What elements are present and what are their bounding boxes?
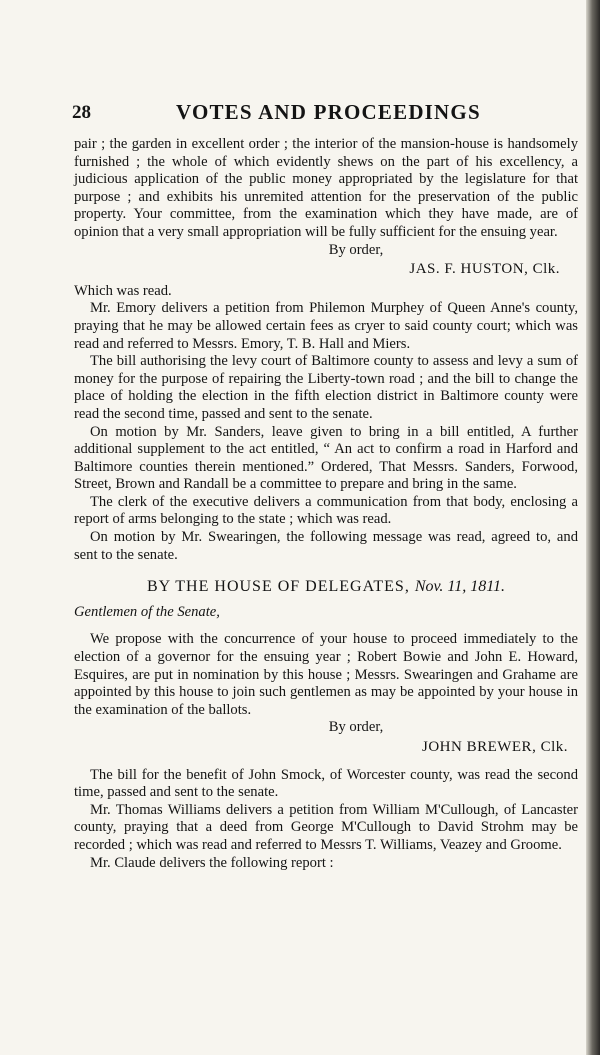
page-edge-shadow [586,0,600,1055]
page-body [74,136,578,872]
paragraph-emory-petition: Mr. Emory delivers a petition from Philemon Murphey of Queen Anne's county, praying that he may be allowed certain fees as cryer to said county court; which was read and referred to Messrs. Emory, T. B. Hall and Miers. [74,300,578,352]
page-number: 28 [72,102,91,123]
running-head: VOTES AND PROCEEDINGS [176,100,481,124]
paragraph-executive-communication: The clerk of the executive delivers a communication from that body, enclosing a report of arms belonging to the state ; which was read. [74,493,578,528]
paragraph-sanders-motion: On motion by Mr. Sanders, leave given to bring in a bill entitled, A further additional supplement to the act entitled, “ An act to confirm a road in Harford and Baltimore counties therein mentioned.” Ordered, That Messrs. Sanders, Forwood, Street, Brown and Randall be a committee to prepare and bring in the same. [74,423,578,493]
house-heading-label: BY THE HOUSE OF DELEGATES, [146,578,410,596]
clerk-signature-2: JOHN BREWER, Clk. [421,739,568,755]
house-heading [74,578,578,596]
house-heading-date: Nov. 11, 1811. [414,578,506,596]
by-order-line-2: By order, [328,719,384,736]
paragraph-swearingen-motion: On motion by Mr. Swearingen, the following message was read, agreed to, and sent to the senate. [74,529,578,563]
page-header [72,100,582,126]
by-order-line: By order, [328,241,384,258]
paragraph-smock-bill: The bill for the benefit of John Smock, of Worcester county, was read the second time, passed and sent to the senate. [74,766,578,801]
paragraph-committee-report-end: pair ; the garden in excellent order ; the interior of the mansion-house is handsomely furnished ; the whole of which evidently shews on the part of his excellency, a judicious application of the public money appropriated by the legislature for that purpose ; and exhibits his unremited attention for the preservation of the public property. Your committee, from the examination which they have made, are of opinion that a very small appropriation will be fully sufficient for the ensuing year. [74,136,578,240]
salutation: Gentlemen of the Senate, [74,603,220,620]
paragraph-which-was-read: Which was read. [74,282,172,299]
paragraph-claude-report: Mr. Claude delivers the following report : [90,854,334,871]
paragraph-williams-petition: Mr. Thomas Williams delivers a petition from William M'Cullough, of Lancaster county, praying that a deed from George M'Cullough to David Strohm may be recorded ; which was read and referred to Messrs T. Williams, Veazey and Groome. [74,801,578,853]
paragraph-governor-election-message: We propose with the concurrence of your house to proceed immediately to the election of a governor for the ensuing year ; Robert Bowie and John E. Howard, Esquires, are put in nomination by this house ; Messrs. Swearingen and Grahame are appointed by this house to join such gentlemen as may be appointed by your house in the examination of the ballots. [74,631,578,718]
clerk-signature: JAS. F. HUSTON, Clk. [409,261,560,278]
paragraph-levy-court-bill: The bill authorising the levy court of Baltimore county to assess and levy a sum of money for the purpose of repairing the Liberty-town road ; and the bill to change the place of holding the election in the fifth election district in Baltimore county were read the second time, passed and sent to the senate. [74,353,578,422]
